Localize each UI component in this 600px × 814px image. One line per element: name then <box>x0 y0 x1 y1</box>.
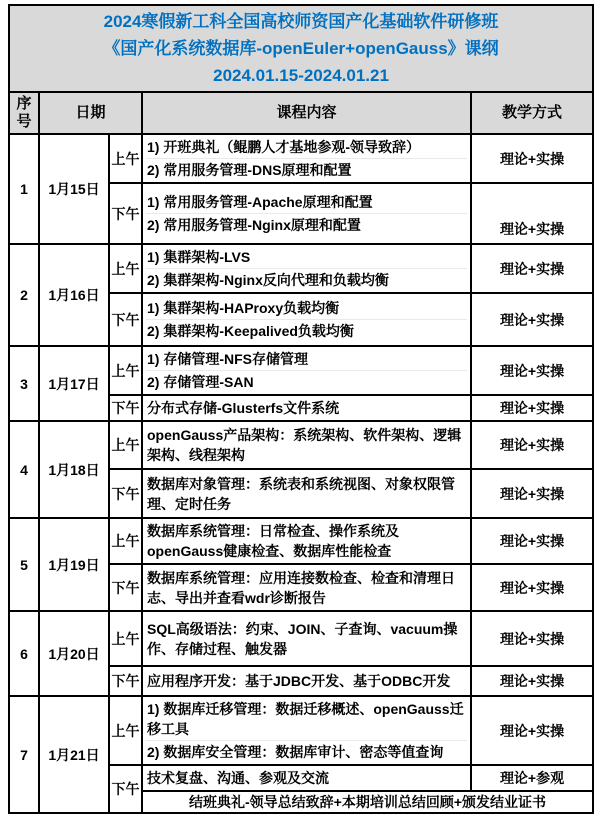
content-line: 1) 开班典礼（鲲鹏人才基地参观-领导致辞） <box>147 139 420 155</box>
table-row <box>9 244 593 293</box>
content-line: 2) 数据库安全管理：数据库审计、密态等值查询 <box>146 740 467 763</box>
column-header-index: 序号 <box>9 92 39 134</box>
session-content <box>142 134 471 183</box>
session-method: 理论+实操 <box>471 421 593 469</box>
session-content <box>142 518 471 564</box>
day-date: 1月17日 <box>39 346 109 421</box>
session-method: 理论+实操 <box>471 564 593 611</box>
session-period: 下午 <box>109 183 142 244</box>
table-row <box>9 611 593 666</box>
content-line: 1) 集群架构-HAProxy负载均衡 <box>147 300 340 316</box>
day-date: 1月15日 <box>39 134 109 244</box>
day-number: 3 <box>9 346 39 421</box>
session-method: 理论+实操 <box>471 666 593 696</box>
column-header-method: 教学方式 <box>471 92 593 134</box>
content-line: 应用程序开发：基于JDBC开发、基于ODBC开发 <box>147 673 451 689</box>
session-method: 理论+实操 <box>471 244 593 293</box>
session-method: 理论+实操 <box>471 611 593 666</box>
content-line: 1) 存储管理-NFS存储管理 <box>147 351 308 367</box>
title-row <box>9 5 593 92</box>
session-method: 理论+实操 <box>471 346 593 395</box>
title-line-1: 2024寒假新工科全国高校师资国产化基础软件研修班 <box>103 12 499 31</box>
day-number: 5 <box>9 518 39 611</box>
content-line: 分布式存储-Glusterfs文件系统 <box>147 400 340 416</box>
session-content <box>142 183 471 244</box>
session-content <box>142 421 471 469</box>
session-period: 上午 <box>109 346 142 395</box>
day-date: 1月21日 <box>39 696 109 813</box>
day-number: 4 <box>9 421 39 518</box>
session-content <box>142 611 471 666</box>
day-date: 1月16日 <box>39 244 109 346</box>
title-line-2: 《国产化系统数据库-openEuler+openGauss》课纲 <box>103 39 499 58</box>
column-header-content: 课程内容 <box>142 92 471 134</box>
session-content <box>142 765 471 791</box>
table-row <box>9 421 593 469</box>
session-period: 下午 <box>109 765 142 813</box>
session-period: 下午 <box>109 666 142 696</box>
session-content <box>142 395 471 421</box>
content-line: 2) 存储管理-SAN <box>146 370 467 393</box>
content-line: 2) 常用服务管理-Nginx原理和配置 <box>146 213 467 236</box>
content-line: openGauss产品架构：系统架构、软件架构、逻辑架构、线程架构 <box>147 427 462 463</box>
closing-ceremony-note: 结班典礼-领导总结致辞+本期培训总结回顾+颁发结业证书 <box>142 791 593 813</box>
session-content <box>142 346 471 395</box>
session-content <box>142 564 471 611</box>
session-period: 下午 <box>109 564 142 611</box>
session-content <box>142 696 471 765</box>
content-line: 数据库对象管理：系统表和系统视图、对象权限管理、定时任务 <box>147 475 455 512</box>
session-period: 上午 <box>109 134 142 183</box>
content-line: SQL高级语法：约束、JOIN、子查询、vacuum操作、存储过程、触发器 <box>147 620 458 657</box>
content-line: 1) 常用服务管理-Apache原理和配置 <box>147 194 373 210</box>
session-period: 下午 <box>109 293 142 346</box>
session-period: 上午 <box>109 518 142 564</box>
session-method: 理论+实操 <box>471 696 593 765</box>
table-row <box>9 696 593 765</box>
table-row <box>9 518 593 564</box>
title-cell <box>9 5 593 92</box>
session-method: 理论+实操 <box>471 293 593 346</box>
session-period: 上午 <box>109 244 142 293</box>
day-date: 1月19日 <box>39 518 109 611</box>
content-line: 数据库系统管理：日常检查、操作系统及openGauss健康检查、数据库性能检查 <box>147 523 399 559</box>
session-period: 上午 <box>109 696 142 765</box>
session-content <box>142 293 471 346</box>
content-line: 1) 集群架构-LVS <box>147 249 251 265</box>
day-number: 6 <box>9 611 39 696</box>
session-period: 下午 <box>109 395 142 421</box>
session-content <box>142 666 471 696</box>
session-method: 理论+实操 <box>471 183 593 244</box>
session-content <box>142 244 471 293</box>
course-schedule-table <box>8 4 594 814</box>
session-method: 理论+实操 <box>471 395 593 421</box>
title-line-3: 2024.01.15-2024.01.21 <box>213 66 389 85</box>
session-content <box>142 469 471 518</box>
content-line: 数据库系统管理：应用连接数检查、检查和清理日志、导出并查看wdr诊断报告 <box>147 569 455 606</box>
session-period: 下午 <box>109 469 142 518</box>
content-line: 1) 数据库迁移管理：数据迁移概述、openGauss迁移工具 <box>147 701 464 737</box>
day-number: 1 <box>9 134 39 244</box>
session-period: 上午 <box>109 611 142 666</box>
day-date: 1月20日 <box>39 611 109 696</box>
day-number: 2 <box>9 244 39 346</box>
column-header-row <box>9 92 593 134</box>
day-number: 7 <box>9 696 39 813</box>
content-line: 技术复盘、沟通、参观及交流 <box>147 770 329 786</box>
session-method: 理论+实操 <box>471 518 593 564</box>
column-header-date: 日期 <box>39 92 142 134</box>
table-row <box>9 134 593 183</box>
session-method: 理论+参观 <box>471 765 593 791</box>
session-method: 理论+实操 <box>471 134 593 183</box>
content-line: 2) 集群架构-Keepalived负载均衡 <box>146 319 467 342</box>
session-method: 理论+实操 <box>471 469 593 518</box>
content-line: 2) 常用服务管理-DNS原理和配置 <box>146 158 467 181</box>
content-line: 2) 集群架构-Nginx反向代理和负载均衡 <box>146 268 467 291</box>
session-period: 上午 <box>109 421 142 469</box>
table-row <box>9 346 593 395</box>
day-date: 1月18日 <box>39 421 109 518</box>
